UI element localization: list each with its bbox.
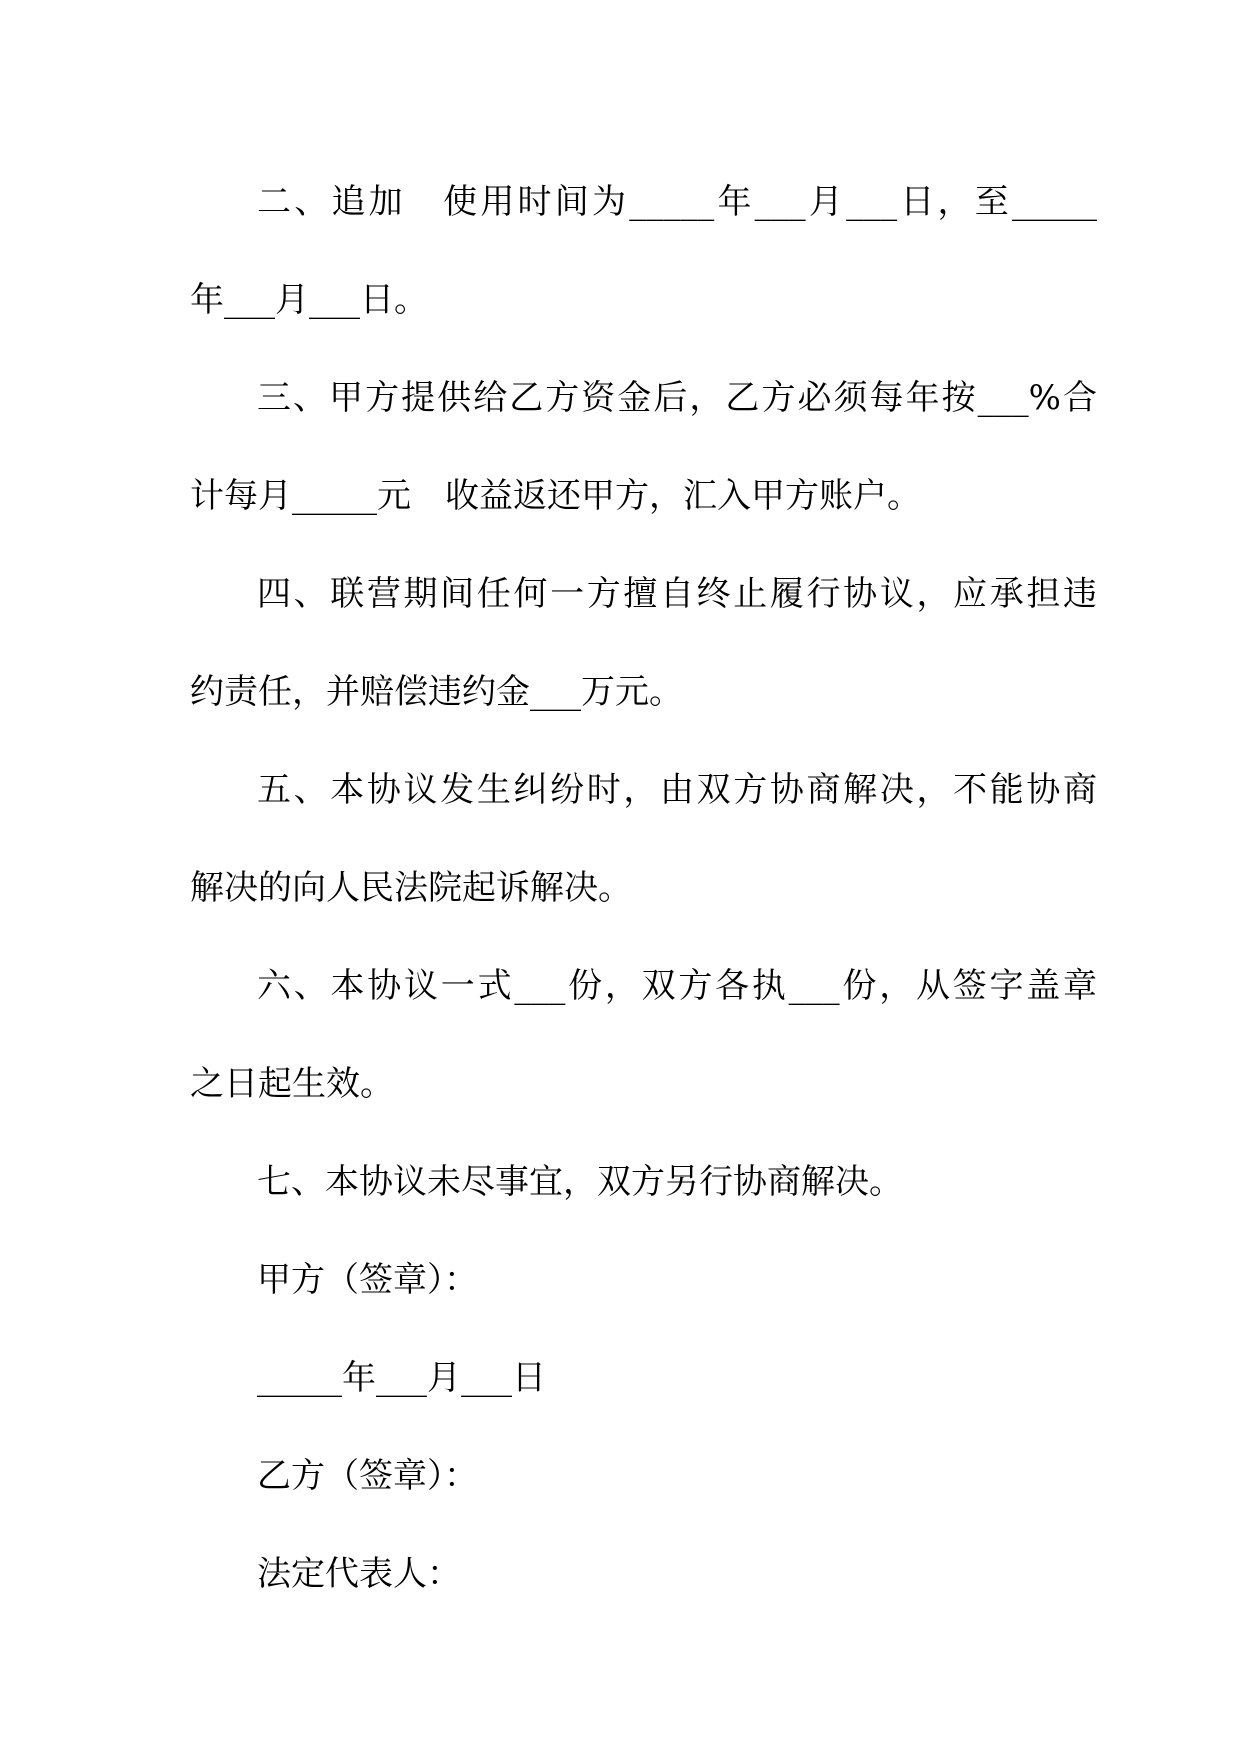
clause-2-line-2: 年___月___日。 <box>190 280 428 320</box>
clause-4-line-2: 约责任，并赔偿违约金___万元。 <box>190 672 683 712</box>
clause-4-line-1: 四、联营期间任何一方擅自终止履行协议，应承担违 <box>257 574 1097 614</box>
clause-3-line-1: 三、甲方提供给乙方资金后，乙方必须每年按___%合 <box>257 378 1097 418</box>
clause-5-line-1: 五、本协议发生纠纷时，由双方协商解决，不能协商 <box>257 770 1097 810</box>
clause-6-line-1: 六、本协议一式___份，双方各执___份，从签字盖章 <box>257 966 1097 1006</box>
clause-3-line-2: 计每月_____元 收益返还甲方，汇入甲方账户。 <box>190 476 921 516</box>
party-a-signature: 甲方（签章）： <box>257 1260 478 1300</box>
clause-2-line-1: 二、追加 使用时间为_____年___月___日，至_____ <box>257 182 1097 222</box>
party-b-signature: 乙方（签章）： <box>257 1456 478 1496</box>
legal-representative: 法定代表人： <box>257 1554 461 1594</box>
signing-date: _____年___月___日 <box>257 1358 546 1398</box>
clause-6-line-2: 之日起生效。 <box>190 1064 394 1104</box>
clause-7-line: 七、本协议未尽事宜，双方另行协商解决。 <box>257 1162 903 1202</box>
clause-5-line-2: 解决的向人民法院起诉解决。 <box>190 868 632 908</box>
